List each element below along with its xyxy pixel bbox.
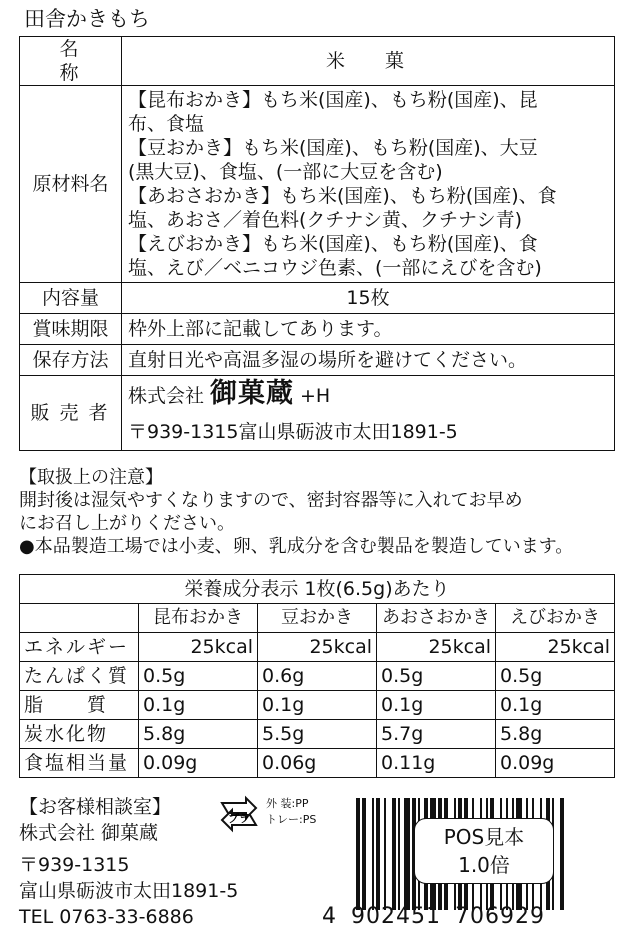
barcode-bar bbox=[384, 798, 386, 910]
barcode-bar bbox=[560, 798, 564, 910]
pos-scale-label: 1.0倍 bbox=[458, 853, 510, 877]
nutrition-cell: 0.1g bbox=[258, 691, 377, 720]
notes-heading: 【取扱上の注意】 bbox=[19, 467, 163, 488]
nutrition-row-label: 脂 質 bbox=[20, 691, 139, 720]
nutrition-cell: 0.06g bbox=[258, 749, 377, 778]
handling-notes bbox=[19, 466, 619, 558]
nutrition-row-label: エネルギー bbox=[20, 633, 139, 662]
barcode-bar bbox=[392, 798, 396, 910]
notes-line: にお召し上がりください。 bbox=[19, 513, 235, 534]
customer-contact bbox=[19, 794, 238, 930]
product-info-table bbox=[19, 36, 615, 451]
nutrition-cell: 5.7g bbox=[377, 720, 496, 749]
pos-sample-box bbox=[414, 818, 554, 884]
info-row-name bbox=[20, 37, 615, 86]
barcode-digit-first: 4 bbox=[322, 904, 337, 929]
contact-address: 富山県砺波市太田1891-5 bbox=[19, 880, 239, 902]
ingredient-line: 【豆おかき】もち米(国産)、もち粉(国産)、大豆 bbox=[128, 137, 538, 159]
ingredient-line: 【昆布おかき】もち米(国産)、もち粉(国産)、昆 bbox=[128, 89, 538, 111]
info-row-quantity bbox=[20, 283, 615, 314]
nutrition-cell: 0.1g bbox=[139, 691, 258, 720]
product-title: 田舎かきもち bbox=[24, 7, 150, 31]
info-row-storage bbox=[20, 345, 615, 376]
nutrition-row-label: 炭水化物 bbox=[20, 720, 139, 749]
nutrition-row-label: 食塩相当量 bbox=[20, 749, 139, 778]
nutrition-row-carbs bbox=[20, 720, 615, 749]
name-value: 米菓 bbox=[122, 37, 615, 86]
nutrition-cell: 0.09g bbox=[496, 749, 615, 778]
nutrition-cell: 5.8g bbox=[139, 720, 258, 749]
barcode-bar bbox=[376, 798, 380, 910]
nutrition-cell: 25kcal bbox=[496, 633, 615, 662]
nutrition-header: 栄養成分表示 1枚(6.5g)あたり bbox=[20, 575, 615, 604]
nutrition-column-header: 豆おかき bbox=[258, 604, 377, 633]
nutrition-cell: 0.11g bbox=[377, 749, 496, 778]
pos-sample-label: POS見本 bbox=[443, 825, 525, 849]
nutrition-cell: 0.6g bbox=[258, 662, 377, 691]
nutrition-cell: 0.1g bbox=[377, 691, 496, 720]
seller-company-prefix: 株式会社 bbox=[128, 385, 205, 407]
nutrition-row-protein bbox=[20, 662, 615, 691]
nutrition-table bbox=[19, 574, 615, 778]
allergen-note: ●本品製造工場では小麦、卵、乳成分を含む製品を製造しています。 bbox=[19, 536, 574, 557]
recycle-outer: 外 装:PP bbox=[266, 797, 309, 810]
seller-value bbox=[122, 376, 615, 451]
barcode-number bbox=[322, 904, 551, 929]
nutrition-cell: 0.5g bbox=[139, 662, 258, 691]
quantity-value: 15枚 bbox=[122, 283, 615, 314]
nutrition-row-label: たんぱく質 bbox=[20, 662, 139, 691]
nutrition-cell: 25kcal bbox=[377, 633, 496, 662]
ingredients-value bbox=[122, 86, 615, 283]
nutrition-cell: 0.5g bbox=[496, 662, 615, 691]
ingredient-line: (黒大豆)、食塩、(一部に大豆を含む) bbox=[128, 161, 443, 183]
nutrition-cell: 5.5g bbox=[258, 720, 377, 749]
contact-heading: 【お客様相談室】 bbox=[19, 796, 172, 818]
barcode-bar bbox=[372, 798, 374, 910]
barcode-bar bbox=[404, 798, 410, 910]
nutrition-columns-row bbox=[20, 604, 615, 633]
recycle-mark-label: プラ bbox=[228, 812, 250, 825]
nutrition-cell: 0.1g bbox=[496, 691, 615, 720]
ingredient-line: 塩、えび／ベニコウジ色素、(一部にえびを含む) bbox=[128, 257, 542, 279]
seller-suffix: +H bbox=[300, 385, 331, 407]
nutrition-row-salt bbox=[20, 749, 615, 778]
seller-address: 〒939-1315富山県砺波市太田1891-5 bbox=[128, 421, 458, 443]
ingredient-line: 塩、あおさ／着色料(クチナシ黄、クチナシ青) bbox=[128, 209, 523, 231]
quantity-label: 内容量 bbox=[20, 283, 122, 314]
plastic-recycle-icon bbox=[216, 795, 262, 833]
info-row-best-before bbox=[20, 314, 615, 345]
nutrition-corner bbox=[20, 604, 139, 633]
seller-brand: 御菓蔵 bbox=[210, 378, 295, 409]
nutrition-cell: 25kcal bbox=[139, 633, 258, 662]
barcode-digits-right: 706929 bbox=[454, 904, 545, 929]
nutrition-row-energy bbox=[20, 633, 615, 662]
info-row-seller bbox=[20, 376, 615, 451]
storage-label: 保存方法 bbox=[20, 345, 122, 376]
ingredient-line: 布、食塩 bbox=[128, 113, 205, 135]
storage-value: 直射日光や高温多湿の場所を避けてください。 bbox=[122, 345, 615, 376]
barcode-bar bbox=[398, 798, 400, 910]
contact-tel: TEL 0763-33-6886 bbox=[19, 906, 194, 928]
barcode-bar bbox=[362, 798, 366, 910]
nutrition-column-header: あおさおかき bbox=[377, 604, 496, 633]
nutrition-cell: 0.09g bbox=[139, 749, 258, 778]
barcode-digits-left: 902451 bbox=[351, 904, 441, 929]
nutrition-column-header: えびおかき bbox=[496, 604, 615, 633]
ingredients-label: 原材料名 bbox=[20, 86, 122, 283]
seller-label: 販売者 bbox=[20, 376, 122, 451]
nutrition-cell: 5.8g bbox=[496, 720, 615, 749]
notes-line: 開封後は湿気やすくなりますので、密封容器等に入れてお早め bbox=[19, 490, 523, 511]
name-label: 名 称 bbox=[20, 37, 122, 86]
best-before-value: 枠外上部に記載してあります。 bbox=[122, 314, 615, 345]
info-row-ingredients bbox=[20, 86, 615, 283]
recycle-info bbox=[216, 795, 346, 835]
contact-postal: 〒939-1315 bbox=[19, 854, 130, 876]
nutrition-header-row bbox=[20, 575, 615, 604]
best-before-label: 賞味期限 bbox=[20, 314, 122, 345]
nutrition-row-fat bbox=[20, 691, 615, 720]
nutrition-cell: 25kcal bbox=[258, 633, 377, 662]
nutrition-column-header: 昆布おかき bbox=[139, 604, 258, 633]
contact-company: 株式会社 御菓蔵 bbox=[19, 822, 159, 844]
recycle-tray: トレー:PS bbox=[266, 813, 317, 826]
barcode-bar bbox=[356, 798, 360, 910]
ingredient-line: 【えびおかき】もち米(国産)、もち粉(国産)、食 bbox=[128, 233, 538, 255]
nutrition-cell: 0.5g bbox=[377, 662, 496, 691]
ingredient-line: 【あおさおかき】もち米(国産)、もち粉(国産)、食 bbox=[128, 185, 557, 207]
